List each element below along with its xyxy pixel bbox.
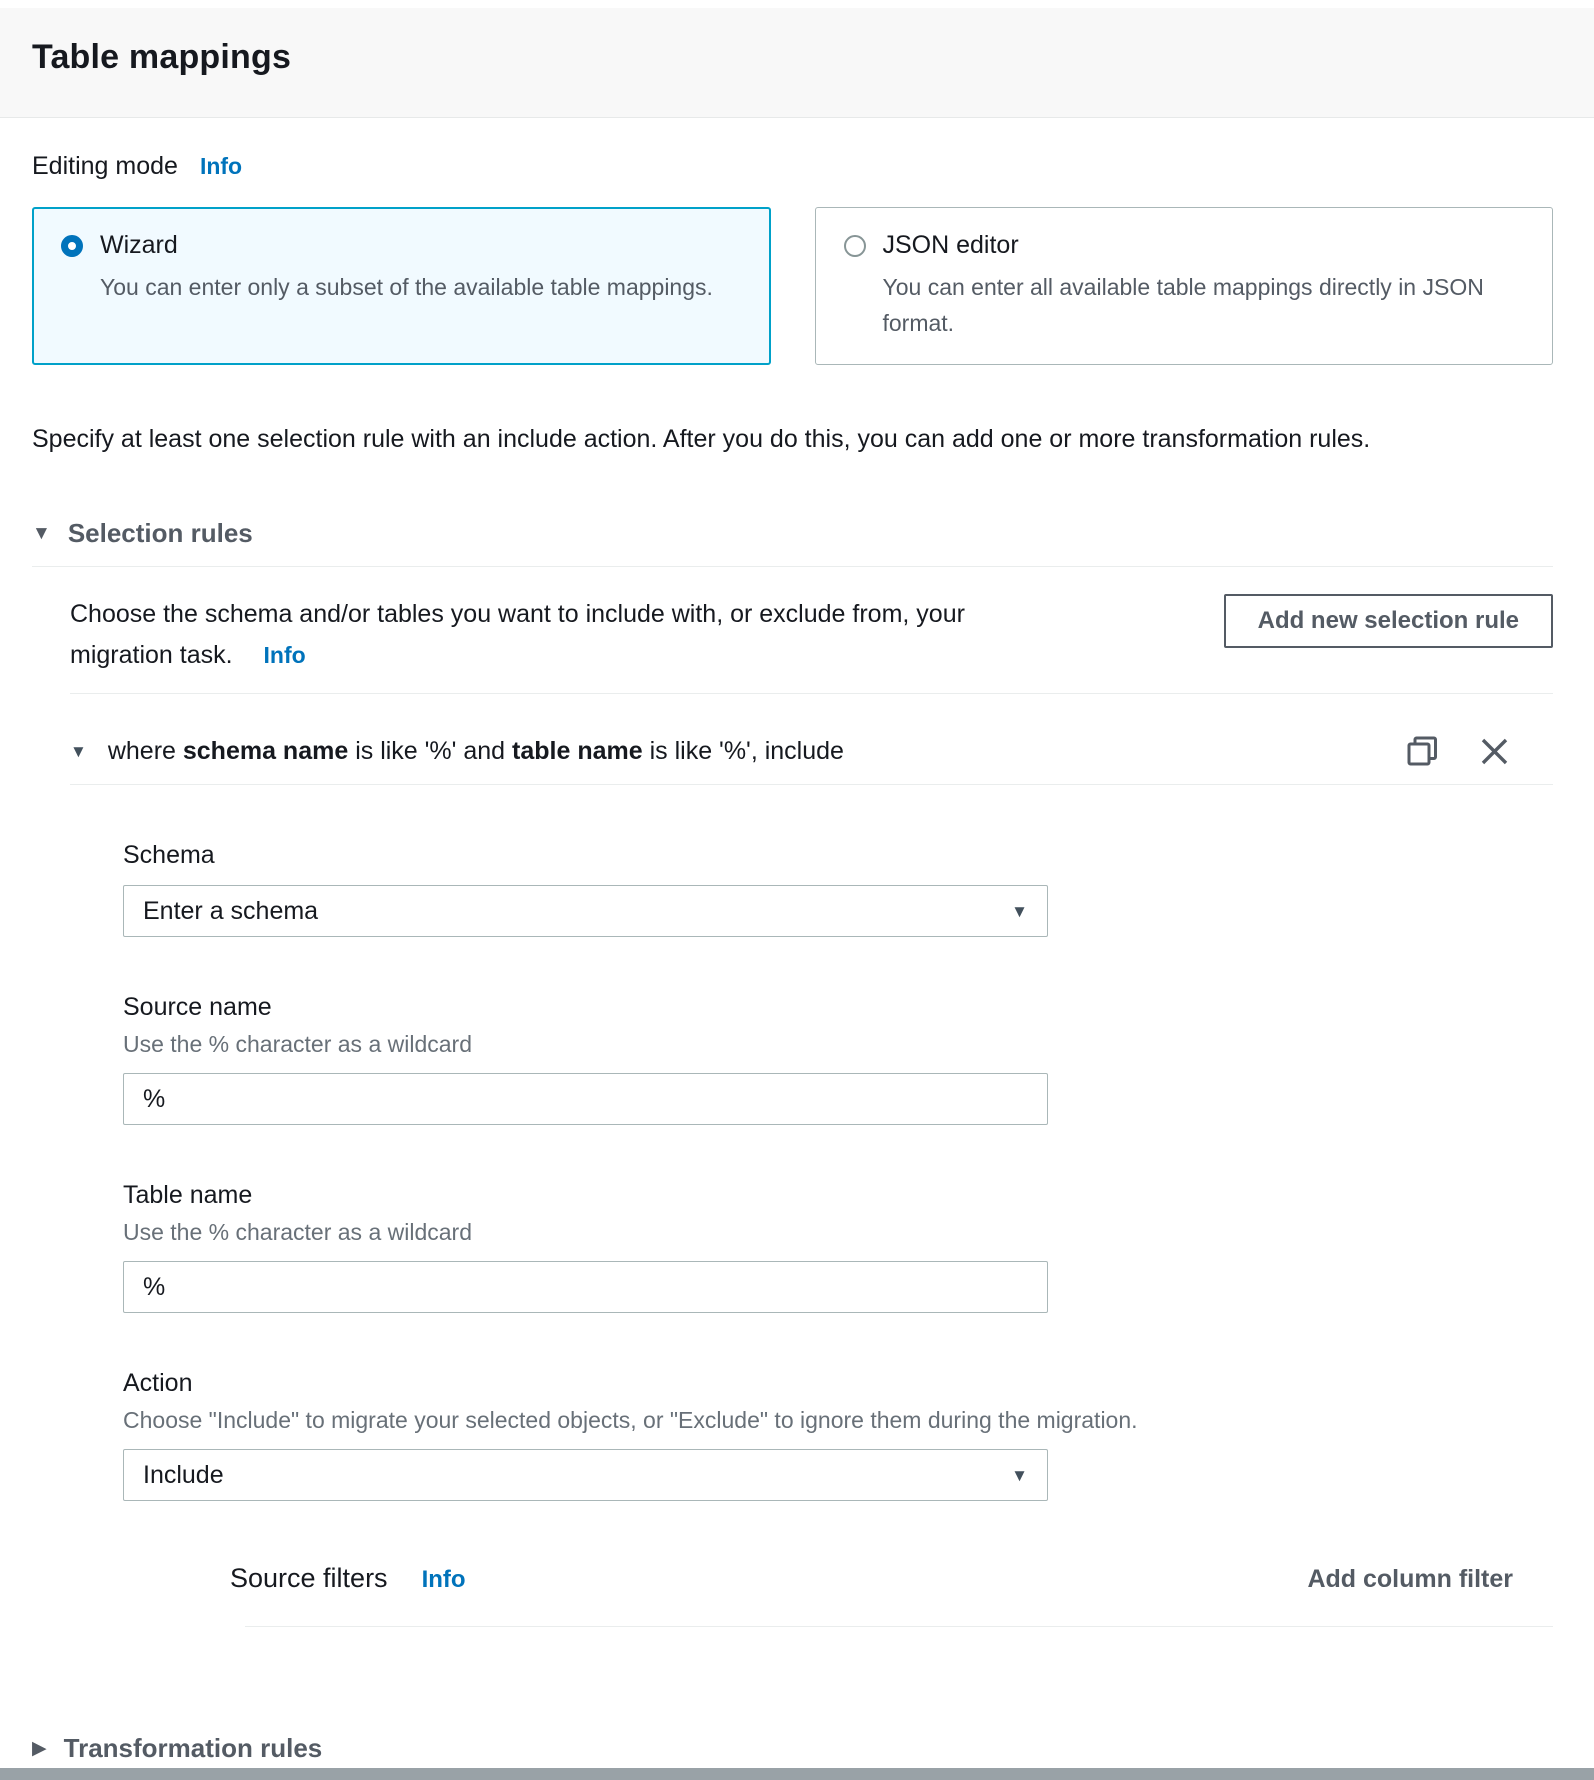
source-filters-title: Source filters [230,1563,388,1593]
editing-mode-label: Editing mode [32,152,178,180]
table-name-input[interactable] [123,1261,1048,1313]
table-name-field-group [123,1181,1553,1313]
rule-top-divider [70,693,1553,694]
selection-rules-toolbar [32,594,1553,676]
action-select[interactable] [123,1449,1048,1501]
copy-icon [1407,736,1438,767]
chevron-down-icon: ▼ [32,523,51,544]
selection-rules-header[interactable] [32,518,1553,549]
selection-rules-description [70,594,1005,676]
editing-mode-options [32,207,1553,365]
selection-rule-form [32,841,1553,1501]
source-name-label: Source name [123,993,272,1021]
schema-select[interactable] [123,885,1048,937]
transformation-rules-title: Transformation rules [63,1733,323,1763]
section-divider [32,566,1553,567]
selection-rules-info-link[interactable]: Info [263,642,306,668]
rule-summary-table-field: table name [512,737,643,765]
radio-selected-icon[interactable] [61,235,83,257]
json-editor-option-head [844,231,1525,260]
wizard-option-label: Wizard [100,231,178,259]
editing-mode-row [32,152,1553,181]
remove-rule-button[interactable] [1480,737,1509,766]
source-name-input[interactable] [123,1073,1048,1125]
add-selection-rule-button[interactable]: Add new selection rule [1224,594,1553,648]
selection-rule-row [32,736,1553,767]
json-editor-option-label: JSON editor [882,231,1019,259]
top-strip [0,0,1594,8]
table-name-label: Table name [123,1181,253,1209]
intro-text: Specify at least one selection rule with an include action. After you do this, you can add one or more transformation rules. [32,425,1371,453]
bottom-bar [0,1768,1594,1780]
table-name-helper: Use the % character as a wildcard [123,1219,472,1245]
dropdown-caret-icon: ▼ [1011,901,1028,921]
copy-rule-button[interactable] [1407,736,1438,767]
page-title: Table mappings [32,38,292,76]
rule-summary-text1: where [107,737,183,765]
selection-rules-title: Selection rules [67,518,253,548]
source-name-helper: Use the % character as a wildcard [123,1031,472,1057]
add-column-filter-button[interactable]: Add column filter [1307,1565,1553,1594]
transformation-rules-header[interactable] [32,1733,1553,1764]
rule-summary-schema-field: schema name [182,737,349,765]
editing-mode-info-link[interactable]: Info [199,153,243,179]
rule-summary-text3: is like '%', include [642,737,844,765]
rule-actions [1407,736,1553,767]
close-icon [1480,737,1509,766]
action-field-group [123,1369,1553,1501]
json-editor-option-card[interactable] [815,207,1554,365]
action-helper: Choose "Include" to migrate your selected objects, or "Exclude" to ignore them during the migration. [123,1407,1138,1433]
chevron-right-icon: ▶ [32,1738,47,1759]
schema-label: Schema [123,841,215,869]
rule-bottom-divider [70,784,1553,785]
source-name-field-group [123,993,1553,1125]
rule-summary [108,737,844,766]
source-filters-row [32,1563,1553,1594]
wizard-option-description: You can enter only a subset of the available table mappings. [100,274,713,300]
selection-rules-description-text: Choose the schema and/or tables you want to include with, or exclude from, your migration task. [70,600,965,669]
radio-unselected-icon[interactable] [844,235,866,257]
wizard-option-head [61,231,742,260]
source-filters-info-link[interactable]: Info [421,1566,466,1593]
json-editor-option-description: You can enter all available table mappings directly in JSON format. [882,274,1484,336]
schema-select-value: Enter a schema [143,896,319,925]
page-header [0,8,1594,118]
wizard-option-card[interactable] [32,207,771,365]
rule-summary-text2: is like '%' and [348,737,513,765]
action-label: Action [123,1369,193,1397]
main-content [0,152,1594,1764]
source-filters-divider [245,1626,1553,1627]
action-select-value: Include [143,1460,224,1489]
dropdown-caret-icon: ▼ [1011,1465,1028,1485]
schema-field-group [123,841,1553,937]
rule-chevron-down-icon[interactable]: ▼ [70,742,87,761]
